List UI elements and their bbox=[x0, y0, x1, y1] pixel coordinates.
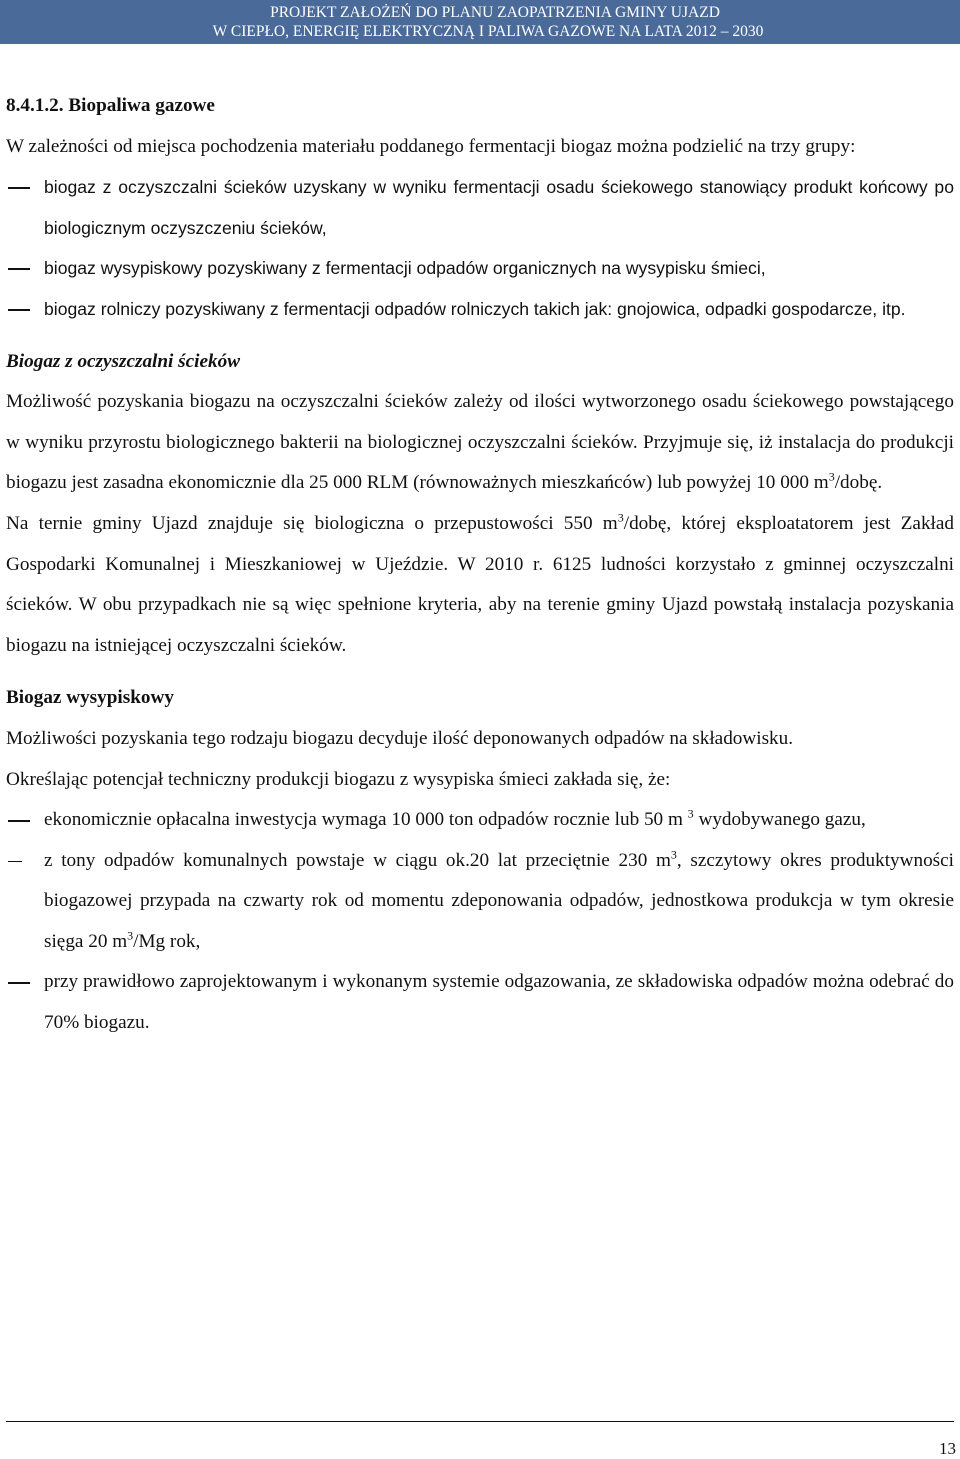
text-run: wydobywanego gazu, bbox=[698, 809, 866, 831]
text-run: przy prawidłowo zaprojektowanym i wykonanym systemie odgazowania, ze składowiska odpadów można odebrać do 70% biogazu. bbox=[44, 971, 954, 1034]
text-run: ekonomicznie opłacalna inwestycja wymaga 10 000 ton odpadów rocznie lub 50 m bbox=[44, 809, 683, 831]
text-run: /dobę. bbox=[834, 472, 883, 494]
text-run: /Mg rok, bbox=[133, 930, 201, 952]
list-item-landfill-recovery bbox=[6, 962, 954, 1043]
landfill-paragraph-2: Określając potencjał techniczny produkcji biogazu z wysypiska śmieci zakłada się, że: bbox=[6, 768, 671, 790]
list-item-landfill-biogas bbox=[6, 248, 954, 289]
text-run: Możliwość pozyskania biogazu na oczyszczalni ścieków zależy od ilości wytworzonego osadu ściekowego powstającego w wyniku przyrostu biologicznego bakterii na biologicznej oczyszczalni ścieków. Przyjmuje się, iż instalacja do produkcji biogazu jest zasadna ekonomicznie dla 25 000 RLM (równoważnych mieszkańców) lub powyżej 10 000 m bbox=[6, 391, 954, 494]
list-item-wastewater-biogas bbox=[6, 167, 954, 248]
list-item-agricultural-biogas bbox=[6, 289, 954, 330]
landfill-paragraph-1: Możliwości pozyskania tego rodzaju biogazu decyduje ilość deponowanych odpadów na składowisku. bbox=[6, 727, 794, 749]
list-item-text: biogaz rolniczy pozyskiwany z fermentacji odpadów rolniczych takich jak: gnojowica, odpadki gospodarcze, itp. bbox=[44, 298, 906, 319]
text-run: z tony odpadów komunalnych powstaje w ciągu ok.20 lat przeciętnie 230 m bbox=[44, 849, 671, 871]
text-run: , szczytowy okres produktywności biogazowej przypada na czwarty rok od momentu zdeponowania odpadów, jednostkowa produkcja w tym okresie sięga 20 m bbox=[44, 849, 954, 952]
wastewater-paragraph-1 bbox=[6, 382, 954, 504]
wastewater-paragraph-2 bbox=[6, 504, 954, 666]
heading-wastewater-biogas: Biogaz z oczyszczalni ścieków bbox=[6, 350, 240, 372]
document-header bbox=[0, 0, 960, 44]
list-item-text: biogaz wysypiskowy pozyskiwany z fermentacji odpadów organicznych na wysypisku śmieci, bbox=[44, 258, 766, 279]
intro-paragraph: W zależności od miejsca pochodzenia materiału poddanego fermentacji biogaz można podzielić na trzy grupy: bbox=[6, 135, 856, 157]
page-number: 13 bbox=[939, 1439, 956, 1458]
superscript: 3 bbox=[127, 928, 134, 943]
footer-divider bbox=[6, 1421, 954, 1422]
section-title: 8.4.1.2. Biopaliwa gazowe bbox=[6, 95, 215, 116]
text-run: /dobę, której eksploatatorem jest Zakład Gospodarki Komunalnej i Mieszkaniowej w Ujeździe. W 2010 r. 6125 ludności korzystało z gminnej oczyszczalni ścieków. W obu przypadkach nie są więc spełnione kryteria, aby na terenie gminy Ujazd powstałą instalacja pozyskania biogazu na istniejącej oczyszczalni ścieków. bbox=[6, 512, 954, 656]
superscript: 3 bbox=[687, 806, 694, 821]
text-run: Na ternie gminy Ujazd znajduje się biologiczna o przepustowości 550 m bbox=[6, 512, 618, 534]
superscript: 3 bbox=[670, 847, 677, 862]
heading-landfill-biogas: Biogaz wysypiskowy bbox=[6, 687, 174, 709]
list-item-text: biogaz z oczyszczalni ścieków uzyskany w wyniku fermentacji osadu ściekowego stanowiący produkt końcowy po biologicznym oczyszczeniu ścieków, bbox=[44, 177, 954, 238]
superscript: 3 bbox=[828, 469, 835, 484]
superscript: 3 bbox=[617, 510, 624, 525]
list-item-landfill-production bbox=[6, 841, 954, 963]
document-body bbox=[6, 86, 954, 1044]
header-title-line1: PROJEKT ZAŁOŻEŃ DO PLANU ZAOPATRZENIA GMINY UJAZD bbox=[270, 4, 720, 21]
list-item-landfill-investment bbox=[6, 800, 954, 841]
header-title-line2: W CIEPŁO, ENERGIĘ ELEKTRYCZNĄ I PALIWA GAZOWE NA LATA 2012 – 2030 bbox=[212, 23, 764, 40]
